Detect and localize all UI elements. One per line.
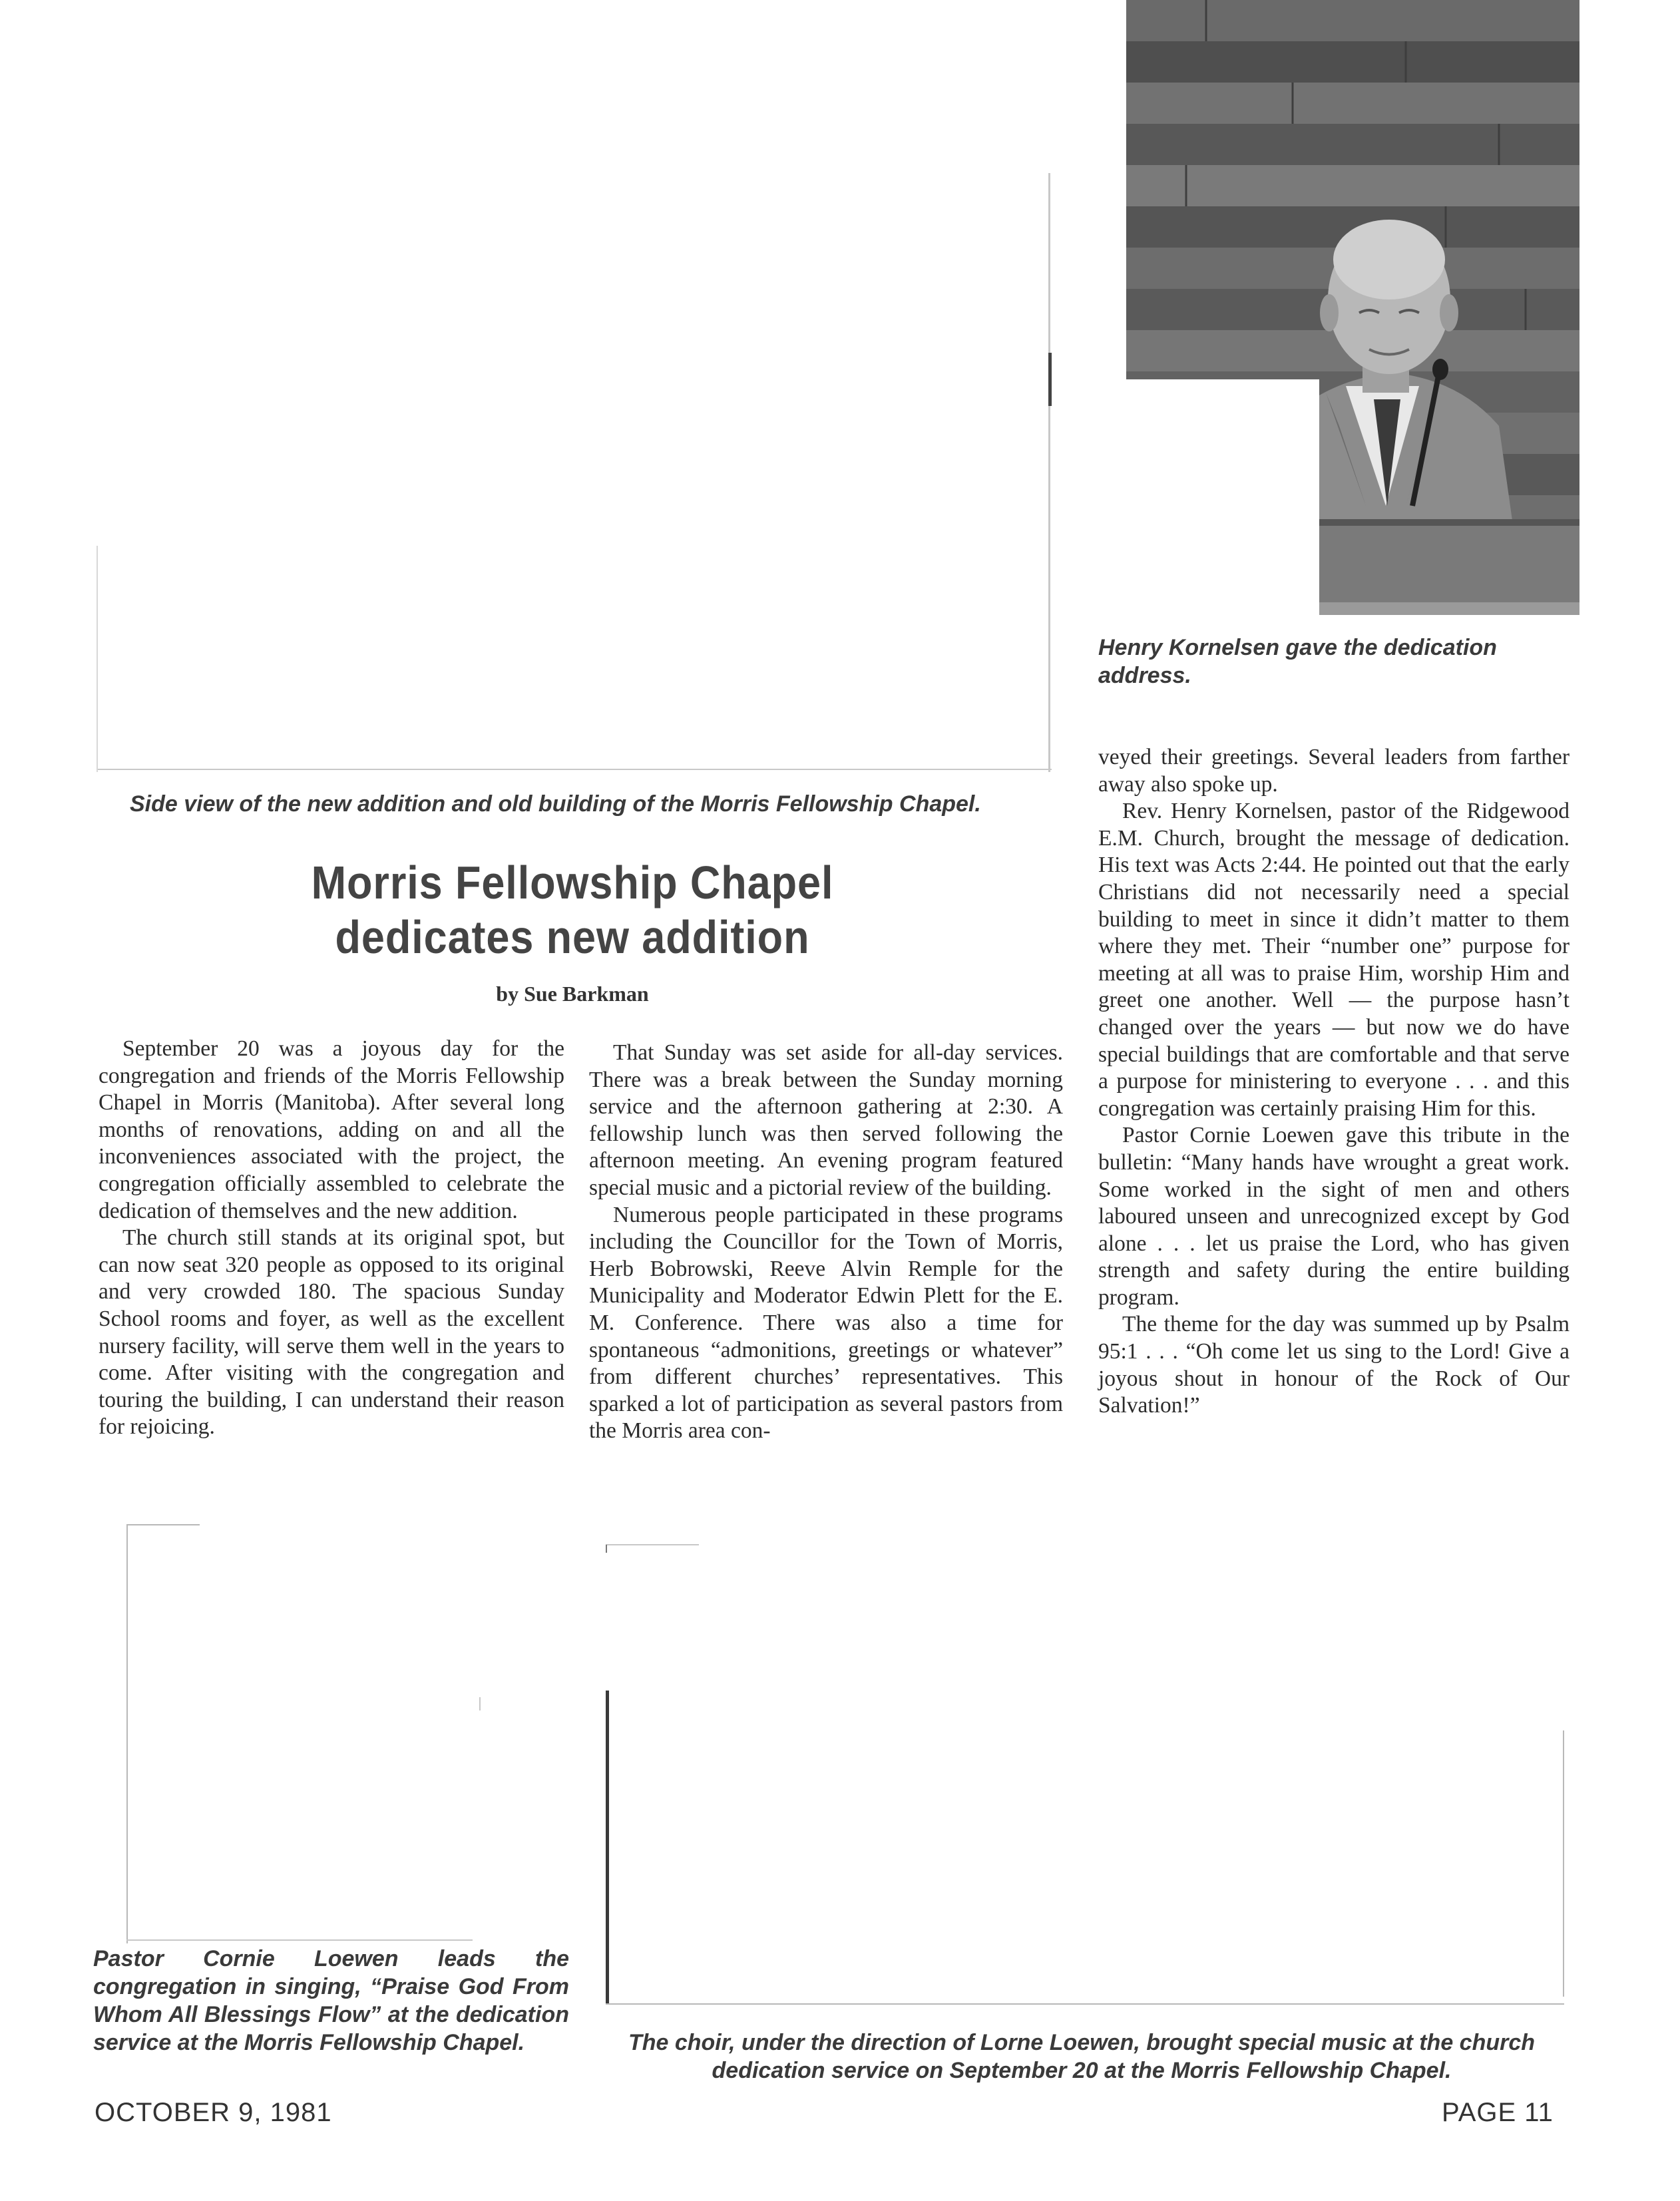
pastor-photo (126, 1524, 473, 1943)
footer-date: OCTOBER 9, 1981 (95, 2098, 332, 2127)
paragraph: veyed their greetings. Several leaders from farther away also spoke up. (1098, 745, 1570, 797)
side-view-photo (97, 173, 1052, 772)
speaker-caption: Henry Kornelsen gave the dedication address. (1098, 635, 1497, 688)
choir-caption: The choir, under the direction of Lorne Loewen, brought special music at the church dedication service on September 20 at the Morris Fellowship Chapel. (628, 2030, 1536, 2083)
side-view-caption: Side view of the new addition and old building of the Morris Fellowship Chapel. (130, 791, 981, 817)
headline-line-1: Morris Fellowship Chapel (311, 857, 834, 908)
paragraph: Rev. Henry Kornelsen, pastor of the Ridgewood E.M. Church, brought the message of dedication. His text was Acts 2:44. He pointed out that the early Christians did not necessarily need a special building to meet in since it didn’t matter to them where they met. Their “number one” purpose for meeting at all was to praise Him, worship Him and greet one another. Well — the purpose hasn’t changed over the years — but now we do have special buildings that are comfortable and that serve a purpose for ministering to everyone . . . and this congregation was certainly praising Him for this. (1098, 799, 1570, 1121)
pastor-caption: Pastor Cornie Loewen leads the congregation in singing, “Praise God From Whom All Blessings Flow” at the dedication service at the Morris Fellowship Chapel. (93, 1946, 569, 2055)
article-column-2 (589, 1040, 1063, 1445)
footer-page-number: PAGE 11 (1442, 2098, 1554, 2127)
paragraph: September 20 was a joyous day for the congregation and friends of the Morris Fellowship Chapel in Morris (Manitoba). After several long months of renovations, adding on and all the inconveniences associated with the project, the congregation officially assembled to celebrate the dedication of themselves and the new addition. (99, 1036, 564, 1223)
article-column-1 (99, 1036, 564, 1441)
article-column-3 (1098, 744, 1570, 1420)
headline-line-2: dedicates new addition (335, 911, 810, 963)
paragraph: Numerous people participated in these programs including the Councillor for the Town of Morris, Herb Bobrowski, Reeve Alvin Remple for the Municipality and Moderator Edwin Plett for the E. M. Conference. There was also a time for spontaneous “admonitions, greetings or whatever” from different churches’ representatives. This sparked a lot of participation as several pastors from the Morris area con- (589, 1202, 1063, 1444)
byline: by Sue Barkman (496, 982, 649, 1006)
speaker-photo (1126, 0, 1579, 615)
paragraph: The theme for the day was summed up by Psalm 95:1 . . . “Oh come let us sing to the Lord! Give a joyous shout in honour of the Rock of Our Salvation!” (1098, 1312, 1570, 1418)
paragraph: The church still stands at its original spot, but can now seat 320 people as opposed to its original and very crowded 180. The spacious Sunday School rooms and foyer, as well as the excellent nursery facility, will serve them well in the years to come. After visiting with the congregation and touring the building, I can understand their reason for rejoicing. (99, 1225, 564, 1440)
paragraph: That Sunday was set aside for all-day services. There was a break between the Sunday morning service and the afternoon gathering at 2:30. A fellowship lunch was then served following the afternoon meeting. An evening program featured special music and a pictorial review of the building. (589, 1040, 1063, 1200)
choir-photo (606, 1544, 1568, 2013)
headline (273, 855, 872, 964)
paragraph: Pastor Cornie Loewen gave this tribute in the bulletin: “Many hands have wrought a great work. Some worked in the sight of men and others laboured unseen and unrecognized except by God alone . . . let us praise the Lord, who has given strength and safety during the entire building program. (1098, 1123, 1570, 1310)
